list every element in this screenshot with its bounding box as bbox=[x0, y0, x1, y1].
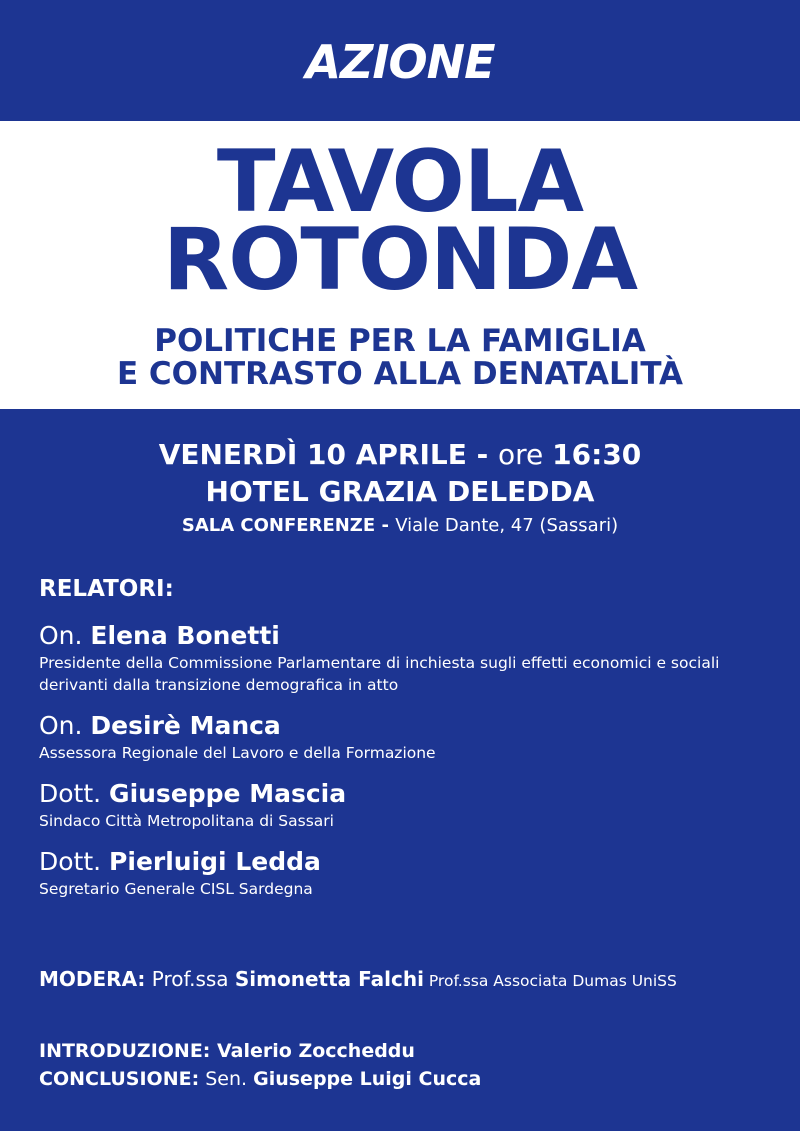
speaker-item bbox=[39, 846, 779, 900]
speaker-role: Assessora Regionale del Lavoro e della Formazione bbox=[39, 744, 436, 762]
speaker-title: Dott. bbox=[39, 779, 110, 808]
speakers-label: RELATORI: bbox=[39, 576, 174, 602]
speaker-name bbox=[39, 778, 779, 810]
speaker-fullname: Giuseppe Mascia bbox=[109, 779, 347, 808]
event-day: VENERDÌ 10 APRILE bbox=[158, 438, 467, 471]
conclusion-label: CONCLUSIONE: bbox=[39, 1068, 200, 1090]
event-room-name: SALA CONFERENZE bbox=[181, 515, 376, 536]
introduction-line bbox=[39, 1037, 779, 1065]
speaker-item bbox=[39, 710, 779, 764]
page-subtitle bbox=[0, 325, 800, 391]
event-address: Viale Dante, 47 (Sassari) bbox=[395, 515, 619, 536]
event-venue: HOTEL GRAZIA DELEDDA bbox=[205, 475, 595, 508]
moderator-role: Prof.ssa Associata Dumas UniSS bbox=[423, 972, 677, 990]
event-time-prefix: ore bbox=[498, 438, 553, 471]
speaker-title: On. bbox=[39, 711, 91, 740]
speaker-role: Segretario Generale CISL Sardegna bbox=[39, 880, 313, 898]
conclusion-line bbox=[39, 1065, 779, 1093]
page-title bbox=[0, 132, 800, 310]
speaker-name bbox=[39, 620, 779, 652]
conclusion-name: Giuseppe Luigi Cucca bbox=[253, 1068, 482, 1090]
speaker-role: Presidente della Commissione Parlamentare di inchiesta sugli effetti economici e sociali derivanti dalla transizione demografica in atto bbox=[39, 654, 720, 694]
speaker-item bbox=[39, 778, 779, 832]
speaker-fullname: Desirè Manca bbox=[90, 711, 281, 740]
azione-logo bbox=[305, 35, 494, 89]
event-details bbox=[0, 436, 800, 541]
header-band bbox=[0, 0, 800, 121]
subtitle-line-2: E CONTRASTO ALLA DENATALITÀ bbox=[116, 356, 684, 392]
title-line-1: TAVOLA bbox=[216, 132, 584, 232]
event-sep: - bbox=[466, 438, 498, 471]
speaker-role: Sindaco Città Metropolitana di Sassari bbox=[39, 812, 334, 830]
speaker-item bbox=[39, 620, 779, 696]
conclusion-title: Sen. bbox=[199, 1068, 254, 1090]
speakers-section bbox=[39, 572, 779, 900]
moderator-line bbox=[39, 964, 789, 996]
event-time: 16:30 bbox=[552, 438, 642, 471]
speaker-fullname: Pierluigi Ledda bbox=[109, 847, 321, 876]
title-band bbox=[0, 121, 800, 409]
moderator-name: Simonetta Falchi bbox=[234, 967, 424, 991]
footer-credits bbox=[39, 1037, 779, 1093]
event-room bbox=[0, 511, 800, 541]
speaker-name bbox=[39, 710, 779, 742]
speaker-fullname: Elena Bonetti bbox=[90, 621, 280, 650]
introduction-name: Valerio Zoccheddu bbox=[210, 1040, 415, 1062]
event-date-time bbox=[0, 436, 800, 474]
subtitle-line-1: POLITICHE PER LA FAMIGLIA bbox=[154, 323, 646, 359]
logo-wordmark: AZIONE bbox=[305, 34, 495, 89]
title-line-2: ROTONDA bbox=[162, 210, 638, 310]
speaker-name bbox=[39, 846, 779, 878]
event-room-sep: - bbox=[375, 515, 396, 536]
speaker-title: On. bbox=[39, 621, 91, 650]
speaker-title: Dott. bbox=[39, 847, 110, 876]
moderator-title: Prof.ssa bbox=[145, 967, 235, 991]
introduction-label: INTRODUZIONE: bbox=[39, 1040, 211, 1062]
moderator-label: MODERA: bbox=[39, 967, 146, 991]
